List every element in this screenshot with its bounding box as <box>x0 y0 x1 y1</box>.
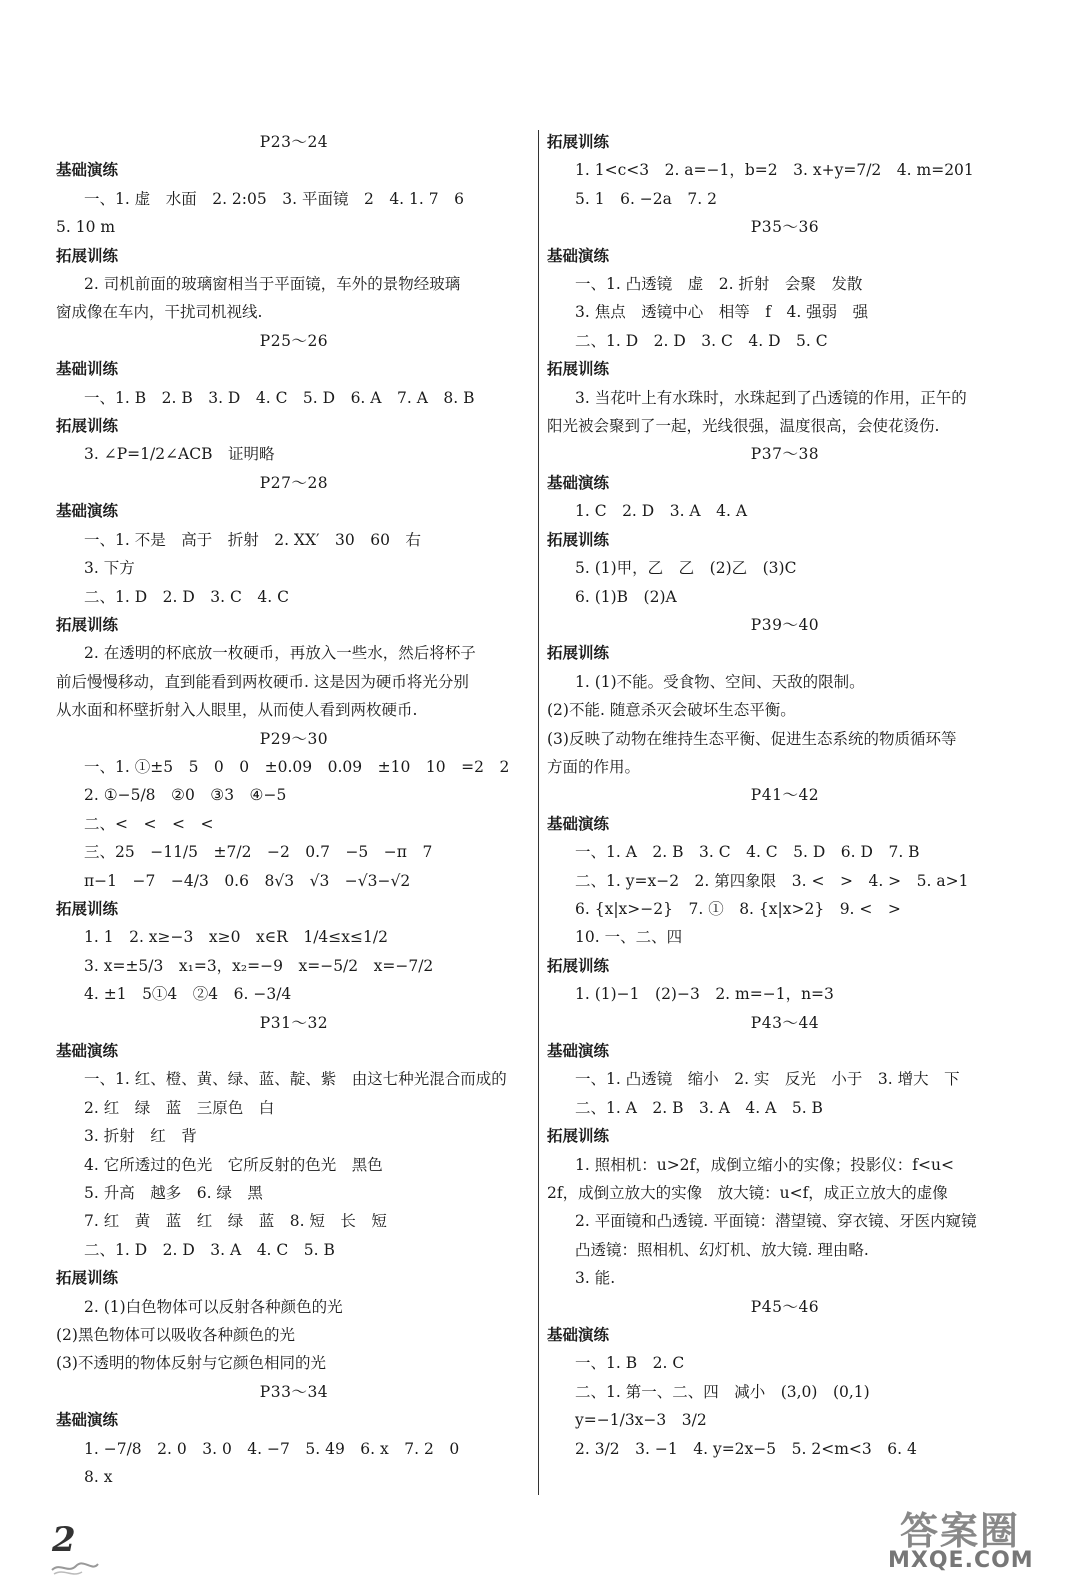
section-title: 基础演练 <box>56 160 119 180</box>
answer-line: 2. (1)白色物体可以反射各种颜色的光 <box>84 1297 343 1316</box>
answer-line: 2. 在透明的杯底放一枚硬币，再放入一些水，然后将杯子 <box>84 644 476 663</box>
answer-line: 二、1. A 2. B 3. A 4. A 5. B <box>575 1098 823 1117</box>
section-title: 拓展训练 <box>56 614 119 634</box>
answer-line-continued: (3)不透明的物体反射与它颜色相同的光 <box>56 1354 326 1373</box>
answer-line: 3. 当花叶上有水珠时，水珠起到了凸透镜的作用，正午的 <box>575 388 967 407</box>
answer-line: 2. ①−5/8 ②0 ③3 ④−5 <box>84 786 287 805</box>
answer-line: 二、1. D 2. D 3. C 4. C <box>84 587 289 606</box>
answer-line: 一、1. 不是 高于 折射 2. XX′ 30 60 右 <box>84 530 421 549</box>
page-range-heading: P45～46 <box>750 1297 820 1316</box>
answer-line-continued: 2f，成倒立放大的实像 放大镜：u<f，成正立放大的虚像 <box>547 1184 948 1203</box>
section-title: 基础训练 <box>56 359 119 379</box>
section-title: 基础演练 <box>56 1410 119 1430</box>
page-range-heading: P33～34 <box>259 1382 329 1401</box>
page-range-heading: P41～42 <box>750 786 820 805</box>
answer-line: 2. 司机前面的玻璃窗相当于平面镜，车外的景物经玻璃 <box>84 275 461 294</box>
answer-line: 7. 红 黄 蓝 红 绿 蓝 8. 短 长 短 <box>84 1212 387 1231</box>
section-title: 基础演练 <box>547 1325 610 1345</box>
answer-line-continued: 方面的作用。 <box>547 757 641 776</box>
column-divider <box>538 130 539 1495</box>
answer-line: 一、1. B 2. C <box>575 1354 685 1373</box>
page-range-heading: P29～30 <box>259 729 329 748</box>
answer-line-continued: (3)反映了动物在维持生态平衡、促进生态系统的物质循环等 <box>547 729 957 748</box>
watermark-url: MXQE.COM <box>888 1548 1034 1573</box>
answer-line: 6. {x|x>−2} 7. ① 8. {x|x>2} 9. < > <box>575 899 901 918</box>
answer-line: 2. 平面镜和凸透镜. 平面镜：潜望镜、穿衣镜、牙医内窥镜 <box>575 1212 977 1231</box>
answer-line: 1. −7/8 2. 0 3. 0 4. −7 5. 49 6. x 7. 2 0 <box>84 1439 460 1458</box>
answer-line: π−1 −7 −4/3 0.6 8√3 √3 −√3−√2 <box>84 871 411 890</box>
answer-line: 二、1. y=x−2 2. 第四象限 3. < > 4. > 5. a>1 <box>575 871 969 890</box>
section-title: 基础演练 <box>547 245 610 265</box>
answer-line: 2. 红 绿 蓝 三原色 白 <box>84 1098 275 1117</box>
answer-line: y=−1/3x−3 3/2 <box>575 1411 707 1430</box>
answer-line: 4. 它所透过的色光 它所反射的色光 黑色 <box>84 1155 383 1174</box>
section-title: 拓展训练 <box>547 132 610 151</box>
answer-line: 5. 1 6. −2a 7. 2 <box>575 189 717 208</box>
page-range-heading: P35～36 <box>750 218 820 237</box>
answer-line: 二、1. 第一、二、四 减小 (3,0) (0,1) <box>575 1382 870 1401</box>
answer-line-continued: 5. 10 m <box>56 218 116 237</box>
answer-line: 凸透镜：照相机、幻灯机、放大镜. 理由略. <box>575 1240 869 1259</box>
answer-line: 一、1. 虚 水面 2. 2:05 3. 平面镜 2 4. 1. 7 6 <box>84 189 464 208</box>
section-title: 基础演练 <box>56 501 119 521</box>
section-title: 拓展训练 <box>547 643 610 663</box>
page-range-heading: P27～28 <box>259 473 329 492</box>
answer-line: 一、1. 凸透镜 虚 2. 折射 会聚 发散 <box>575 275 863 294</box>
answer-line: 一、1. B 2. B 3. D 4. C 5. D 6. A 7. A 8. B <box>84 388 475 407</box>
section-title: 拓展训练 <box>56 416 119 436</box>
answer-line: 一、1. A 2. B 3. C 4. C 5. D 6. D 7. B <box>575 843 920 862</box>
answer-line: 1. C 2. D 3. A 4. A <box>575 502 748 521</box>
answer-line: 3. 折射 红 背 <box>84 1127 197 1146</box>
section-title: 拓展训练 <box>56 245 119 265</box>
answer-line: 2. 3/2 3. −1 4. y=2x−5 5. 2<m<3 6. 4 <box>575 1439 917 1458</box>
section-title: 拓展训练 <box>56 1268 119 1288</box>
answer-line: 10. 一、二、四 <box>575 928 683 947</box>
answer-line: 3. 能. <box>575 1269 616 1288</box>
page-range-heading: P39～40 <box>750 615 820 634</box>
answer-line-continued: 窗成像在车内，干扰司机视线. <box>56 303 263 322</box>
section-title: 拓展训练 <box>547 955 610 975</box>
answer-line: 1. (1)不能。受食物、空间、天敌的限制。 <box>575 672 865 691</box>
answer-line: 1. 1 2. x≥−3 x≥0 x∈R 1/4≤x≤1/2 <box>84 928 388 947</box>
page-range-heading: P43～44 <box>750 1013 820 1032</box>
section-title: 拓展训练 <box>56 898 119 918</box>
answer-line: 4. ±1 5①4 ②4 6. −3/4 <box>84 985 292 1004</box>
page-number: 2 <box>52 1520 76 1560</box>
answer-line-continued: (2)黑色物体可以吸收各种颜色的光 <box>56 1326 295 1345</box>
page-range-heading: P31～32 <box>259 1013 329 1032</box>
section-title: 基础演练 <box>547 1041 610 1060</box>
answer-line: 一、1. 凸透镜 缩小 2. 实 反光 小于 3. 增大 下 <box>575 1070 960 1089</box>
answer-line: 3. x=±5/3 x₁=3，x₂=−9 x=−5/2 x=−7/2 <box>84 956 434 975</box>
answer-line-continued: 前后慢慢移动，直到能看到两枚硬币. 这是因为硬币将光分别 <box>56 672 469 691</box>
section-title: 拓展训练 <box>547 529 610 549</box>
section-title: 基础演练 <box>547 472 610 492</box>
answer-line: 二、< < < < <box>84 814 214 833</box>
answer-line: 三、25 −11/5 ±7/2 −2 0.7 −5 −π 7 <box>84 843 433 862</box>
section-title: 拓展训练 <box>547 359 610 379</box>
section-title: 基础演练 <box>547 813 610 833</box>
page-range-heading: P25～26 <box>259 331 329 350</box>
answer-line: 3. 下方 <box>84 559 135 578</box>
answer-line: 一、1. ①±5 5 0 0 ±0.09 0.09 ±10 10 =2 2 <box>84 757 510 776</box>
answer-line: 二、1. D 2. D 3. A 4. C 5. B <box>84 1240 335 1259</box>
answer-line: 8. x <box>84 1468 113 1487</box>
answer-line: 二、1. D 2. D 3. C 4. D 5. C <box>575 331 828 350</box>
answer-line: 一、1. 红、橙、黄、绿、蓝、靛、紫 由这七种光混合而成的 <box>84 1070 507 1089</box>
answer-line-continued: 从水面和杯壁折射入人眼里，从而使人看到两枚硬币. <box>56 701 418 720</box>
answer-line-continued: (2)不能. 随意杀灭会破坏生态平衡。 <box>547 701 796 720</box>
answer-line: 5. 升高 越多 6. 绿 黑 <box>84 1184 263 1203</box>
answer-line: 6. (1)B (2)A <box>575 587 677 606</box>
answer-line: 3. ∠P=1/2∠ACB 证明略 <box>84 445 275 464</box>
answer-line-continued: 阳光被会聚到了一起，光线很强，温度很高，会使花烫伤. <box>547 417 940 436</box>
section-title: 拓展训练 <box>547 1126 610 1146</box>
right-column <box>547 128 1023 1463</box>
page-range-heading: P23～24 <box>259 133 329 151</box>
page-range-heading: P37～38 <box>750 445 820 464</box>
answer-line: 5. (1)甲，乙 乙 (2)乙 (3)C <box>575 559 797 578</box>
answer-line: 1. (1)−1 (2)−3 2. m=−1，n=3 <box>575 985 834 1004</box>
watermark-logo: 答案圈 <box>900 1509 1021 1553</box>
answer-line: 1. 1<c<3 2. a=−1，b=2 3. x+y=7/2 4. m=201 <box>575 161 974 180</box>
section-title: 基础演练 <box>56 1041 119 1060</box>
answer-line: 3. 焦点 透镜中心 相等 f 4. 强弱 强 <box>575 303 869 322</box>
left-column <box>56 128 532 1492</box>
answer-line: 1. 照相机：u>2f，成倒立缩小的实像；投影仪：f<u< <box>575 1155 954 1174</box>
